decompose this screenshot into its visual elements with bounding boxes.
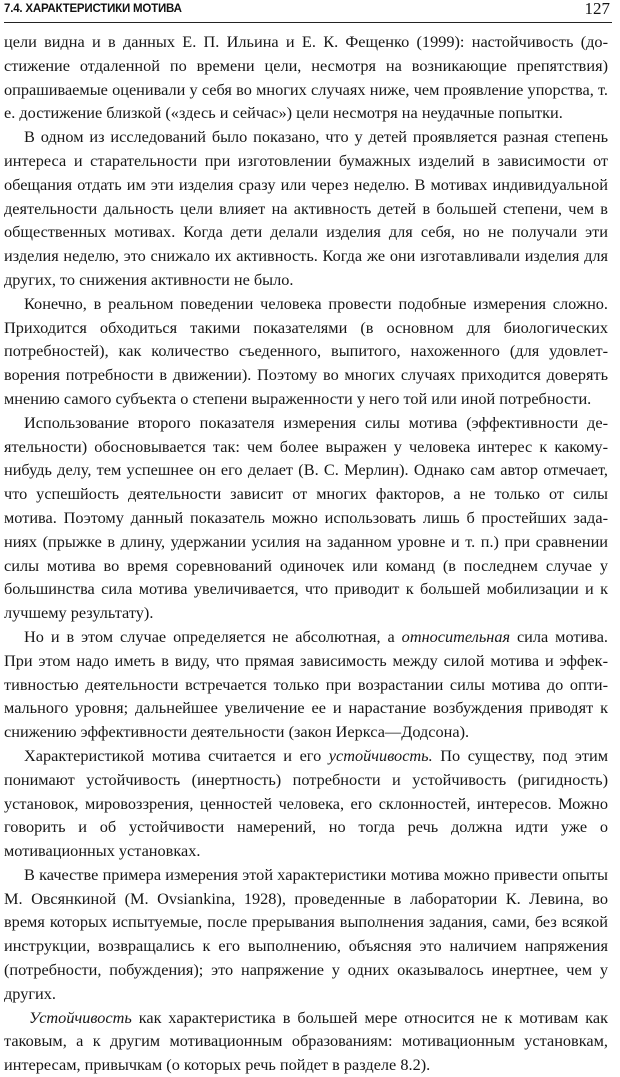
paragraph-1: цели видна и в данных Е. П. Ильина и Е. К. Фещенко (1999): настойчивость (достижение отдаленной по времени цели, несмотря на возникающие препятствия) опрашиваемые оценивали у себя во многих случаях ниже, чем проявление упорства, т. е. достижение близкой («здесь и сейчас») цели несмотря на неудачные попытки. bbox=[4, 32, 608, 123]
paragraph-7: В качестве примера измерения этой характеристики мотива можно привести опыты М. Овсянкиной (М. Ovsiankina, 1928), проведенные в лаборатории К. Левина, во время которых испытуемые, после прерывания выполнения задания, сами, без всякой инструкции, возвращались к его выполнению, объясняя это наличием напряжения (потребности, побуждения); это напряжение у одних оказывалось инертнее, чем у других. bbox=[4, 864, 608, 1003]
italic-term-relative: относительная bbox=[401, 626, 511, 646]
paragraph-6 bbox=[4, 744, 608, 863]
paragraph-5-rest: сила мотива. При этом надо иметь в виду, что прямая зависимость между силой мотива и эффективностью деятельности встречается только при возрастании силы мотива до оптимального уровня; дальнейшее увеличение ее и нарастание возбуждения приводят к снижению эффективности деятельности (закон Иеркса—Додсона). bbox=[4, 626, 608, 742]
paragraph-5-lead: Но и в этом случае определяется не абсолютная, а bbox=[24, 626, 402, 646]
page-number: 127 bbox=[584, 0, 610, 18]
paragraph-8-rest: как характеристика в большей мере относится не к мотивам как таковым, а к другим мотивационным образованиям: мотивационным установкам, интересам, привычкам (о которых речь пойдет в разделе 8.2). bbox=[4, 1007, 608, 1075]
paragraph-4: Использование второго показателя измерения силы мотива (эффективности деятельности) обосновывается так: чем более выражен у человека интерес к какому-нибудь делу, тем успешнее он его делает (В. С. Мерлин). Однако сам автор отмечает, что успешйость деятельности зависит от многих факторов, а не только от силы мотива. Поэтому данный показатель можно использовать лишь б простейших заданиях (прыжке в длину, удержании усилия на заданном уровне и т. п.) при сравнении силы мотива во время соревнований одиночек или команд (в последнем случае у большинства сила мотива увеличивается, что приводит к большей мобилизации и к лучшему результату). bbox=[4, 412, 608, 623]
italic-term-stability-2: Устойчивость bbox=[29, 1007, 132, 1027]
italic-term-stability: устойчивость. bbox=[328, 745, 433, 765]
running-head: 7.4. ХАРАКТЕРИСТИКИ МОТИВА bbox=[4, 3, 182, 15]
paragraph-3: Конечно, в реальном поведении человека провести подобные измерения сложно. Приходится обходиться такими показателями (в основном для биологических потребностей), как количество съеденного, выпитого, нахоженного (для удовлетворения потребности в движении). Поэтому во многих случаях приходится доверять мнению самого субъекта о степени выраженности у него той или иной потребности. bbox=[4, 293, 608, 408]
paragraph-5 bbox=[4, 625, 608, 744]
paragraph-8 bbox=[4, 1006, 608, 1077]
paragraph-2: В одном из исследований было показано, что у детей проявляется разная степень интереса и старательности при изготовлении бумажных изделий в зависимости от обещания отдать им эти изделия сразу или через неделю. В мотивах индивидуальной деятельности дальность цели влияет на активность детей в большей степени, чем в общественных мотивах. Когда дети делали изделия для себя, но не получали эти изделия неделю, это снижало их активность. Когда же они изготавливали изделия для других, то снижения активности не было. bbox=[4, 127, 608, 289]
paragraph-6-rest: По существу, под этим понимают устойчивость (инертность) потребности и устойчивость (ригидность) установок, мировоззрения, ценностей человека, его склонностей, интересов. Можно говорить и об устойчивости намерений, но тогда речь должна идти уже о мотивационных установках. bbox=[4, 745, 608, 861]
paragraph-6-lead: Характеристикой мотива считается и его bbox=[24, 745, 329, 765]
page-header bbox=[4, 0, 612, 23]
body-text bbox=[4, 30, 608, 1077]
